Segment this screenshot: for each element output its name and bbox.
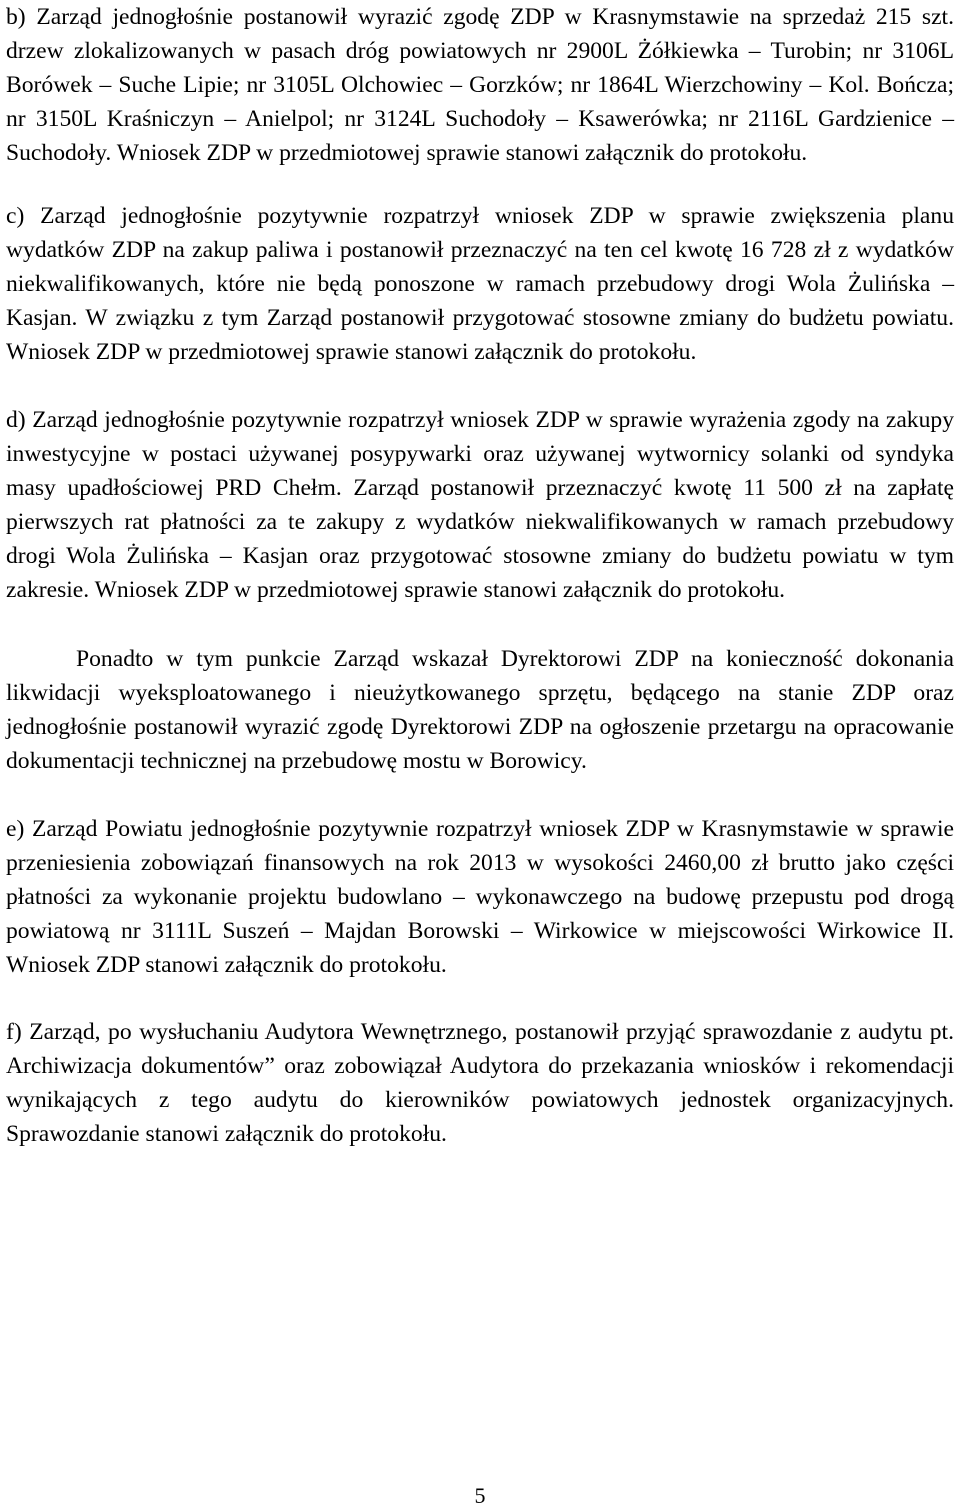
page-number: 5: [474, 1483, 486, 1508]
paragraph-f: f) Zarząd, po wysłuchaniu Audytora Wewnętrznego, postanowił przyjąć sprawozdanie z audytu pt. Archiwizacja dokumentów” oraz zobowiązał Audytora do przekazania wniosków i rekomendacji wynikających z tego audytu do kierowników powiatowych jednostek organizacyjnych. Sprawozdanie stanowi załącznik do protokołu.: [6, 1019, 954, 1147]
paragraph-d: d) Zarząd jednogłośnie pozytywnie rozpatrzył wniosek ZDP w sprawie wyrażenia zgody na zakupy inwestycyjne w postaci używanej posypywarki oraz używanej wytwornicy solanki od syndyka masy upadłościowej PRD Chełm. Zarząd postanowił przeznaczyć kwotę 11 500 zł na zapłatę pierwszych rat płatności za te zakupy z wydatków niekwalifikowanych w ramach przebudowy drogi Wola Żulińska – Kasjan oraz przygotować stosowne zmiany do budżetu powiatu w tym zakresie. Wniosek ZDP w przedmiotowej sprawie stanowi załącznik do protokołu.: [6, 407, 954, 603]
document-page: [6, 0, 954, 1151]
paragraph-b: b) Zarząd jednogłośnie postanowił wyrazić zgodę ZDP w Krasnymstawie na sprzedaż 215 szt. drzew zlokalizowanych w pasach dróg powiatowych nr 2900L Żółkiewka – Turobin; nr 3106L Borówek – Suche Lipie; nr 3105L Olchowiec – Gorzków; nr 1864L Wierzchowiny – Kol. Bończa; nr 3150L Kraśniczyn – Anielpol; nr 3124L Suchodoły – Ksawerówka; nr 2116L Gardzienice – Suchodoły. Wniosek ZDP w przedmiotowej sprawie stanowi załącznik do protokołu.: [6, 4, 954, 166]
paragraph-c: c) Zarząd jednogłośnie pozytywnie rozpatrzył wniosek ZDP w sprawie zwiększenia planu wydatków ZDP na zakup paliwa i postanowił przeznaczyć na ten cel kwotę 16 728 zł z wydatków niekwalifikowanych, które nie będą ponoszone w ramach przebudowy drogi Wola Żulińska – Kasjan. W związku z tym Zarząd postanowił przygotować stosowne zmiany do budżetu powiatu. Wniosek ZDP w przedmiotowej sprawie stanowi załącznik do protokołu.: [6, 203, 954, 365]
paragraph-e: e) Zarząd Powiatu jednogłośnie pozytywnie rozpatrzył wniosek ZDP w Krasnymstawie w sprawie przeniesienia zobowiązań finansowych na rok 2013 w wysokości 2460,00 zł brutto jako części płatności za wykonanie projektu budowlano – wykonawczego na budowę przepustu pod drogą powiatową nr 3111L Suszeń – Majdan Borowski – Wirkowice w miejscowości Wirkowice II. Wniosek ZDP stanowi załącznik do protokołu.: [6, 816, 954, 978]
paragraph-additional: Ponadto w tym punkcie Zarząd wskazał Dyrektorowi ZDP na konieczność dokonania likwidacji wyeksploatowanego i nieużytkowanego sprzętu, będącego na stanie ZDP oraz jednogłośnie postanowił wyrazić zgodę Dyrektorowi ZDP na ogłoszenie przetargu na opracowanie dokumentacji technicznej na przebudowę mostu w Borowicy.: [6, 646, 954, 774]
